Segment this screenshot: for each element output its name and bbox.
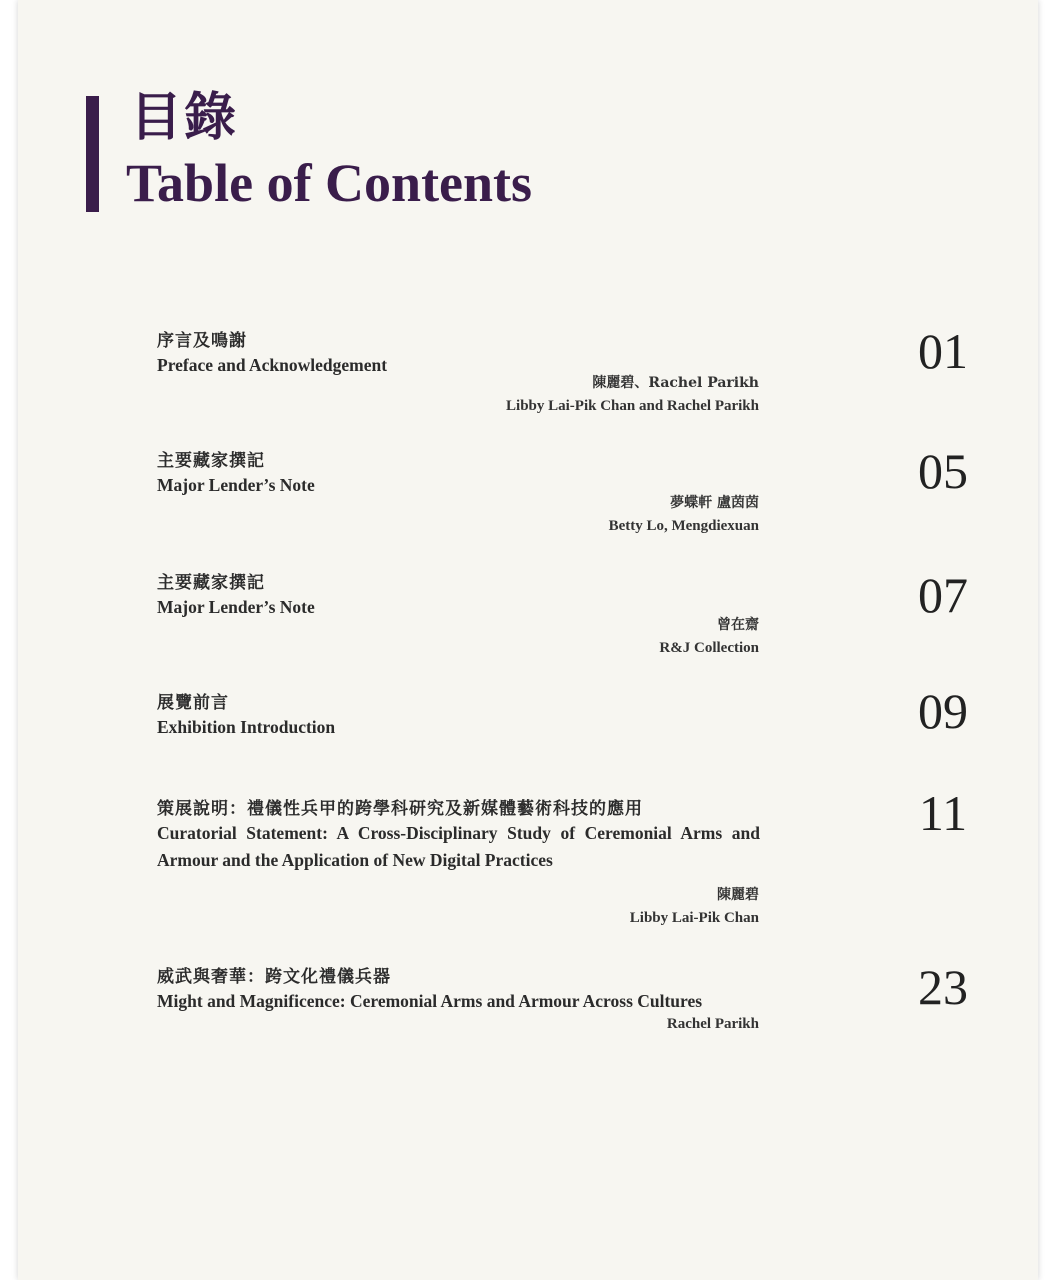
entry-author-zh: 曾在齋 <box>717 617 759 633</box>
entry-author-en: Rachel Parikh <box>666 1016 759 1032</box>
book-page <box>18 0 1038 1280</box>
entry-author-en: Betty Lo, Mengdiexuan <box>608 518 759 534</box>
entry-title-en: Exhibition Introduction <box>157 717 336 737</box>
entry-title-en: Major Lender’s Note <box>157 597 315 617</box>
entry-title-zh: 展覽前言 <box>157 693 229 713</box>
title-accent-bar <box>86 96 99 212</box>
entry-author-en: Libby Lai-Pik Chan <box>629 910 759 926</box>
entry-title-zh: 主要藏家撰記 <box>157 573 265 593</box>
entry-title-zh: 主要藏家撰記 <box>157 451 265 471</box>
entry-page-number: 07 <box>918 567 968 623</box>
entry-author-zh: 陳麗碧、Rachel Parikh <box>592 375 759 391</box>
entry-author-zh: 陳麗碧 <box>717 887 759 903</box>
entry-author-en: Libby Lai-Pik Chan and Rachel Parikh <box>506 398 759 414</box>
page-title-en: Table of Contents <box>126 153 533 213</box>
entry-page-number: 05 <box>918 443 968 499</box>
entry-author-zh: 夢蝶軒 盧茵茵 <box>670 495 759 511</box>
entry-page-number: 11 <box>918 785 968 841</box>
entry-title-zh: 序言及鳴謝 <box>157 331 247 351</box>
entry-title-en: Curatorial Statement: A Cross-Disciplinary Study of Ceremonial Arms and Armour and the Application of New Digital Practices <box>157 823 760 870</box>
entry-page-number: 09 <box>918 683 968 739</box>
entry-author-en: R&J Collection <box>659 640 759 656</box>
entry-title-zh: 策展說明：禮儀性兵甲的跨學科研究及新媒體藝術科技的應用 <box>157 799 643 819</box>
entry-title-en: Major Lender’s Note <box>157 475 315 495</box>
entry-page-number: 23 <box>918 959 968 1015</box>
entry-title-en: Preface and Acknowledgement <box>157 355 388 375</box>
entry-title-zh: 威武與奢華：跨文化禮儀兵器 <box>157 967 391 987</box>
entry-title-en: Might and Magnificence: Ceremonial Arms and Armour Across Cultures <box>157 991 703 1011</box>
entry-page-number: 01 <box>918 323 968 379</box>
page-title-zh: 目錄 <box>130 87 239 148</box>
